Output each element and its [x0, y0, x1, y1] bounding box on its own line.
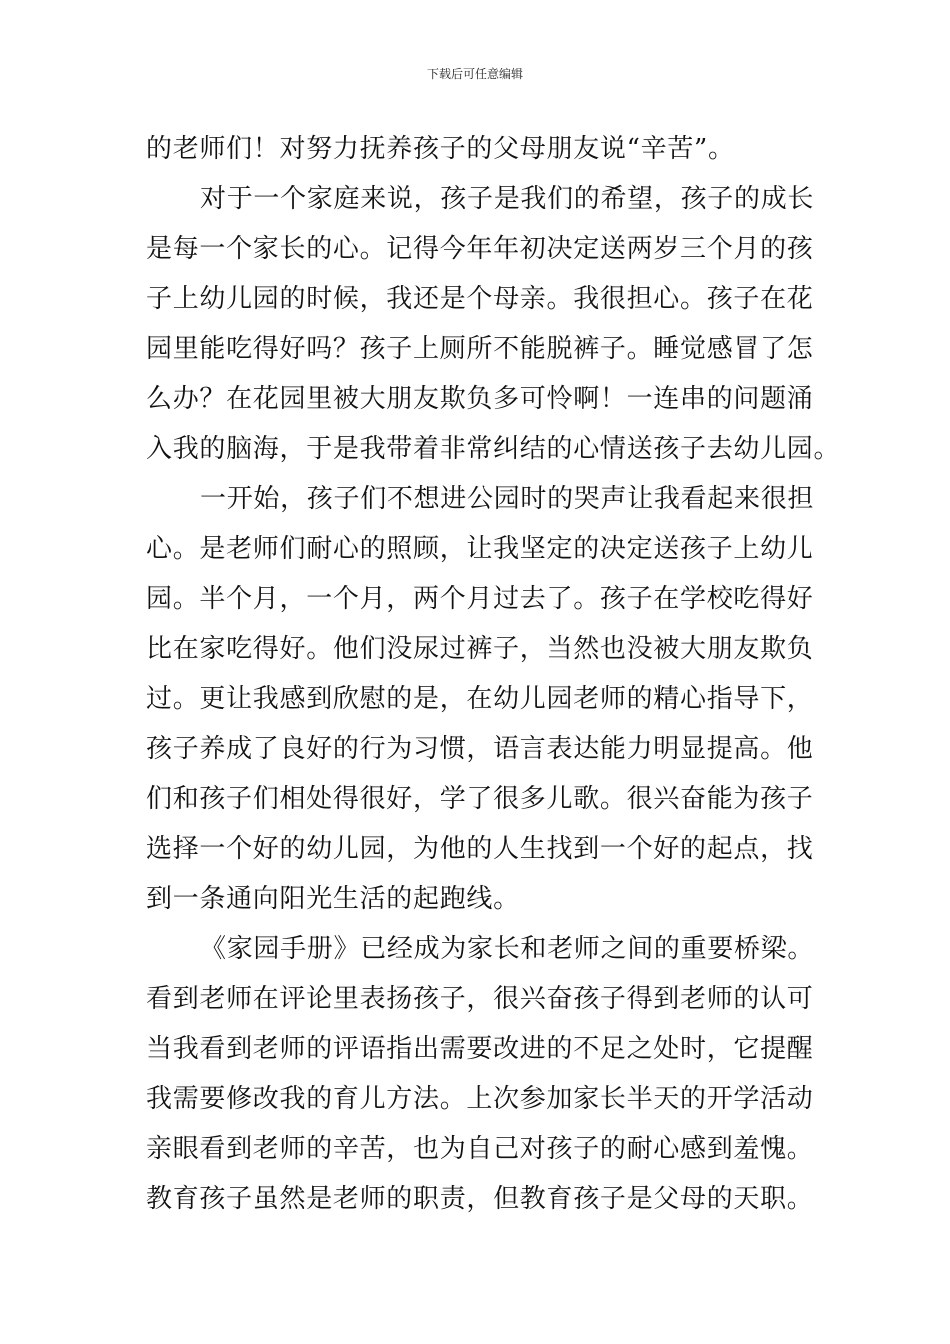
text-line: 园里能吃得好吗？孩子上厕所不能脱裤子。睡觉感冒了怎	[146, 334, 814, 364]
page-header: 下载后可任意编辑	[426, 67, 523, 81]
text-line: 过。更让我感到欣慰的是，在幼儿园老师的精心指导下，	[146, 684, 814, 714]
text-line: 比在家吃得好。他们没尿过裤子，当然也没被大朋友欺负	[146, 634, 814, 664]
text-line: 园。半个月，一个月，两个月过去了。孩子在学校吃得好	[146, 584, 814, 614]
text-line: 选择一个好的幼儿园，为他的人生找到一个好的起点，找	[146, 834, 814, 864]
text-line: 我需要修改我的育儿方法。上次参加家长半天的开学活动	[146, 1084, 814, 1114]
text-line: 么办？在花园里被大朋友欺负多可怜啊！一连串的问题涌	[146, 384, 814, 414]
text-line: 心。是老师们耐心的照顾，让我坚定的决定送孩子上幼儿	[146, 534, 814, 564]
text-line: 子上幼儿园的时候，我还是个母亲。我很担心。孩子在花	[146, 284, 814, 314]
document-body	[146, 124, 841, 1224]
text-line: 一开始，孩子们不想进公园时的哭声让我看起来很担	[200, 484, 815, 514]
text-line: 孩子养成了良好的行为习惯，语言表达能力明显提高。他	[146, 734, 814, 764]
text-line: 到一条通向阳光生活的起跑线。	[146, 884, 520, 914]
text-line: 对于一个家庭来说，孩子是我们的希望，孩子的成长	[200, 184, 815, 214]
text-line: 看到老师在评论里表扬孩子，很兴奋孩子得到老师的认可	[146, 984, 814, 1014]
text-line: 《家园手册》已经成为家长和老师之间的重要桥梁。	[200, 934, 815, 964]
text-line: 是每一个家长的心。记得今年年初决定送两岁三个月的孩	[146, 234, 814, 264]
text-line: 当我看到老师的评语指出需要改进的不足之处时，它提醒	[146, 1034, 814, 1064]
text-line: 的老师们！对努力抚养孩子的父母朋友说“辛苦”。	[146, 134, 735, 164]
text-line: 入我的脑海，于是我带着非常纠结的心情送孩子去幼儿园。	[146, 434, 841, 464]
text-line: 教育孩子虽然是老师的职责，但教育孩子是父母的天职。	[146, 1184, 814, 1214]
text-line: 亲眼看到老师的辛苦，也为自己对孩子的耐心感到羞愧。	[146, 1134, 814, 1164]
text-line: 们和孩子们相处得很好，学了很多儿歌。很兴奋能为孩子	[146, 784, 814, 814]
